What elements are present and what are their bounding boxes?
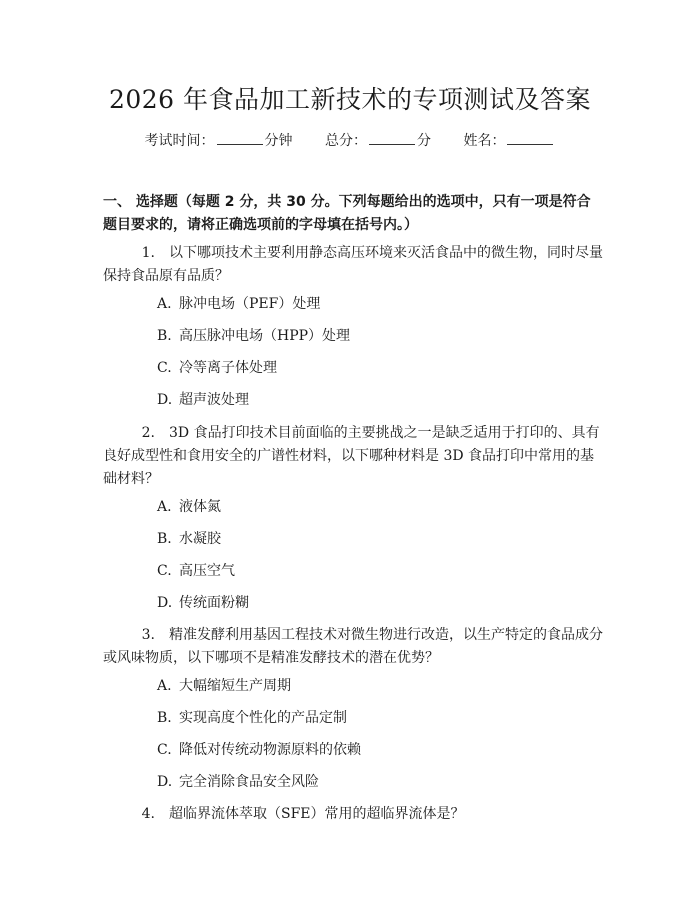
option-2a	[157, 496, 221, 518]
option-3a	[157, 675, 291, 697]
option-label: C.	[157, 360, 172, 376]
question-number: 4.	[141, 806, 155, 822]
student-name-label: 姓名：	[463, 133, 506, 149]
option-text: 水凝胶	[179, 531, 221, 547]
option-text: 冷等离子体处理	[179, 360, 277, 376]
section-heading: 一、 选择题（每题 2 分，共 30 分。下列每题给出的选项中，只有一项是符合题目要求的，请将正确选项前的字母填在括号内。）	[103, 194, 591, 233]
question-1	[103, 242, 603, 288]
option-label: D.	[157, 392, 173, 408]
option-2d	[157, 592, 249, 614]
option-text: 高压空气	[179, 563, 235, 579]
option-label: A.	[157, 678, 172, 694]
question-number: 1.	[141, 245, 155, 261]
option-label: B.	[157, 328, 172, 344]
option-2b	[157, 528, 221, 550]
option-1d	[157, 389, 249, 411]
student-name-blank	[507, 130, 553, 145]
page-title: 2026 年食品加工新技术的专项测试及答案	[108, 85, 592, 114]
option-3b	[157, 707, 347, 729]
option-label: C.	[157, 563, 172, 579]
question-3	[103, 624, 603, 670]
student-name	[463, 133, 555, 149]
option-3c	[157, 739, 361, 761]
option-text: 传统面粉糊	[179, 595, 249, 611]
option-3d	[157, 771, 319, 793]
exam-time	[145, 133, 293, 149]
option-text: 降低对传统动物源原料的依赖	[179, 742, 361, 758]
option-2c	[157, 560, 235, 582]
total-score	[325, 133, 431, 149]
question-text: 超临界流体萃取（SFE）常用的超临界流体是？	[169, 806, 465, 822]
option-1b	[157, 325, 350, 347]
exam-time-unit: 分钟	[264, 133, 293, 149]
option-text: 实现高度个性化的产品定制	[179, 710, 347, 726]
question-4	[103, 803, 603, 826]
question-text: 3D 食品打印技术目前面临的主要挑战之一是缺乏适用于打印的、具有良好成型性和食用安全的广谱性材料，以下哪种材料是 3D 食品打印中常用的基础材料？	[103, 425, 600, 487]
total-score-label: 总分：	[325, 133, 367, 149]
option-1c	[157, 357, 277, 379]
option-label: B.	[157, 531, 172, 547]
option-text: 高压脉冲电场（HPP）处理	[179, 328, 351, 344]
exam-time-blank	[217, 130, 263, 145]
option-label: D.	[157, 774, 173, 790]
option-text: 超声波处理	[179, 392, 249, 408]
total-score-unit: 分	[417, 133, 431, 149]
question-number: 3.	[141, 627, 155, 643]
question-number: 2.	[141, 425, 155, 441]
option-text: 脉冲电场（PEF）处理	[179, 296, 321, 312]
option-label: D.	[157, 595, 173, 611]
option-label: A.	[157, 296, 172, 312]
option-text: 液体氮	[179, 499, 221, 515]
option-1a	[157, 293, 320, 315]
question-text: 以下哪项技术主要利用静态高压环境来灭活食品中的微生物，同时尽量保持食品原有品质？	[103, 245, 603, 284]
total-score-blank	[369, 130, 415, 145]
option-text: 大幅缩短生产周期	[179, 678, 291, 694]
exam-time-label: 考试时间：	[144, 133, 215, 149]
option-label: C.	[157, 742, 172, 758]
option-text: 完全消除食品安全风险	[179, 774, 319, 790]
exam-meta	[0, 130, 700, 152]
question-text: 精准发酵利用基因工程技术对微生物进行改造，以生产特定的食品成分或风味物质，以下哪项不是精准发酵技术的潜在优势？	[103, 627, 603, 666]
option-label: B.	[157, 710, 172, 726]
option-label: A.	[157, 499, 172, 515]
question-2	[103, 422, 603, 491]
